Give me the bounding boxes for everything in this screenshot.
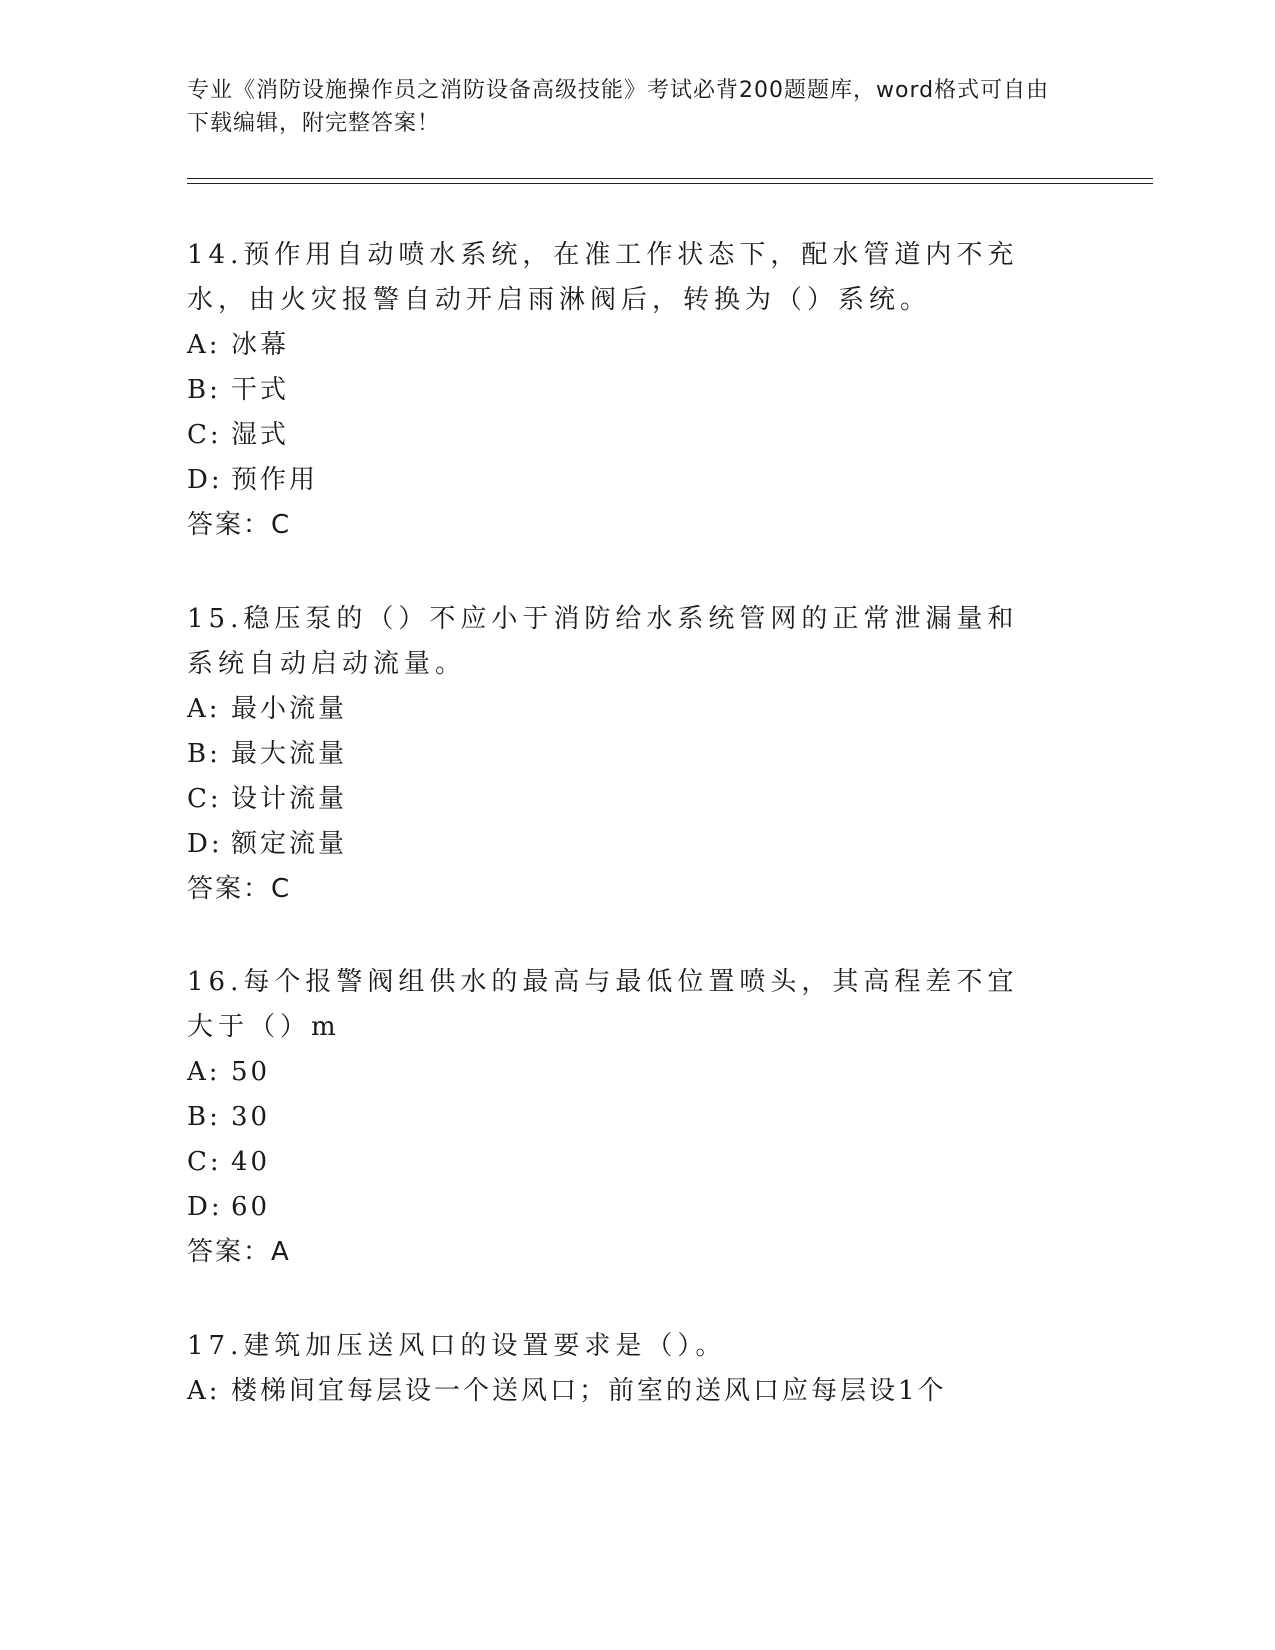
option-text: 50 <box>231 1057 271 1087</box>
option-a <box>187 323 1087 368</box>
answer-line: 答案：C <box>187 510 292 540</box>
option-text: 最小流量 <box>231 694 348 724</box>
answer-line: 答案：A <box>187 1237 291 1267</box>
question-stem: 15.稳压泵的（）不应小于消防给水系统管网的正常泄漏量和系统自动启动流量。 <box>187 604 1019 679</box>
option-key: B: <box>187 1102 221 1132</box>
option-key: C: <box>187 420 222 450</box>
question-stem: 16.每个报警阀组供水的最高与最低位置喷头，其高程差不宜大于（）m <box>187 967 1019 1042</box>
option-key: D: <box>187 829 223 859</box>
option-key: A: <box>187 1376 221 1406</box>
option-key: A: <box>187 694 221 724</box>
option-text: 冰幕 <box>231 330 290 360</box>
option-text: 30 <box>231 1102 271 1132</box>
option-key: A: <box>187 1057 221 1087</box>
option-text: 干式 <box>231 375 290 405</box>
question-stem: 17.建筑加压送风口的设置要求是（）。 <box>187 1331 727 1361</box>
option-text: 预作用 <box>231 465 319 495</box>
option-a <box>187 1050 1087 1095</box>
option-key: B: <box>187 739 221 769</box>
option-text: 最大流量 <box>231 739 348 769</box>
question-17 <box>187 1324 1087 1414</box>
option-d <box>187 822 1087 867</box>
option-key: D: <box>187 1192 223 1222</box>
option-c <box>187 777 1087 822</box>
header-text: 专业《消防设施操作员之消防设备高级技能》考试必背200题题库，word格式可自由下载编辑，附完整答案！ <box>187 78 1050 136</box>
question-stem: 14.预作用自动喷水系统，在准工作状态下，配水管道内不充水，由火灾报警自动开启雨淋阀后，转换为（）系统。 <box>187 240 1019 315</box>
question-14 <box>187 233 1087 548</box>
answer-line: 答案：C <box>187 874 292 904</box>
header-divider-top <box>187 178 1153 179</box>
option-key: B: <box>187 375 221 405</box>
option-a <box>187 687 1087 732</box>
option-c <box>187 1140 1087 1185</box>
header-divider-bottom <box>187 183 1153 184</box>
option-b <box>187 1095 1087 1140</box>
option-key: D: <box>187 465 223 495</box>
option-key: A: <box>187 330 221 360</box>
option-text: 60 <box>231 1192 271 1222</box>
question-16 <box>187 960 1087 1275</box>
option-key: C: <box>187 784 222 814</box>
option-a <box>187 1369 1087 1414</box>
option-b <box>187 732 1087 777</box>
option-text: 额定流量 <box>231 829 348 859</box>
option-c <box>187 413 1087 458</box>
option-text: 楼梯间宜每层设一个送风口；前室的送风口应每层设1个 <box>231 1376 947 1406</box>
question-15 <box>187 597 1087 912</box>
option-d <box>187 458 1087 503</box>
option-text: 湿式 <box>231 420 290 450</box>
option-text: 设计流量 <box>231 784 348 814</box>
option-text: 40 <box>231 1147 271 1177</box>
option-b <box>187 368 1087 413</box>
option-d <box>187 1185 1087 1230</box>
document-header <box>187 74 1067 140</box>
option-key: C: <box>187 1147 222 1177</box>
